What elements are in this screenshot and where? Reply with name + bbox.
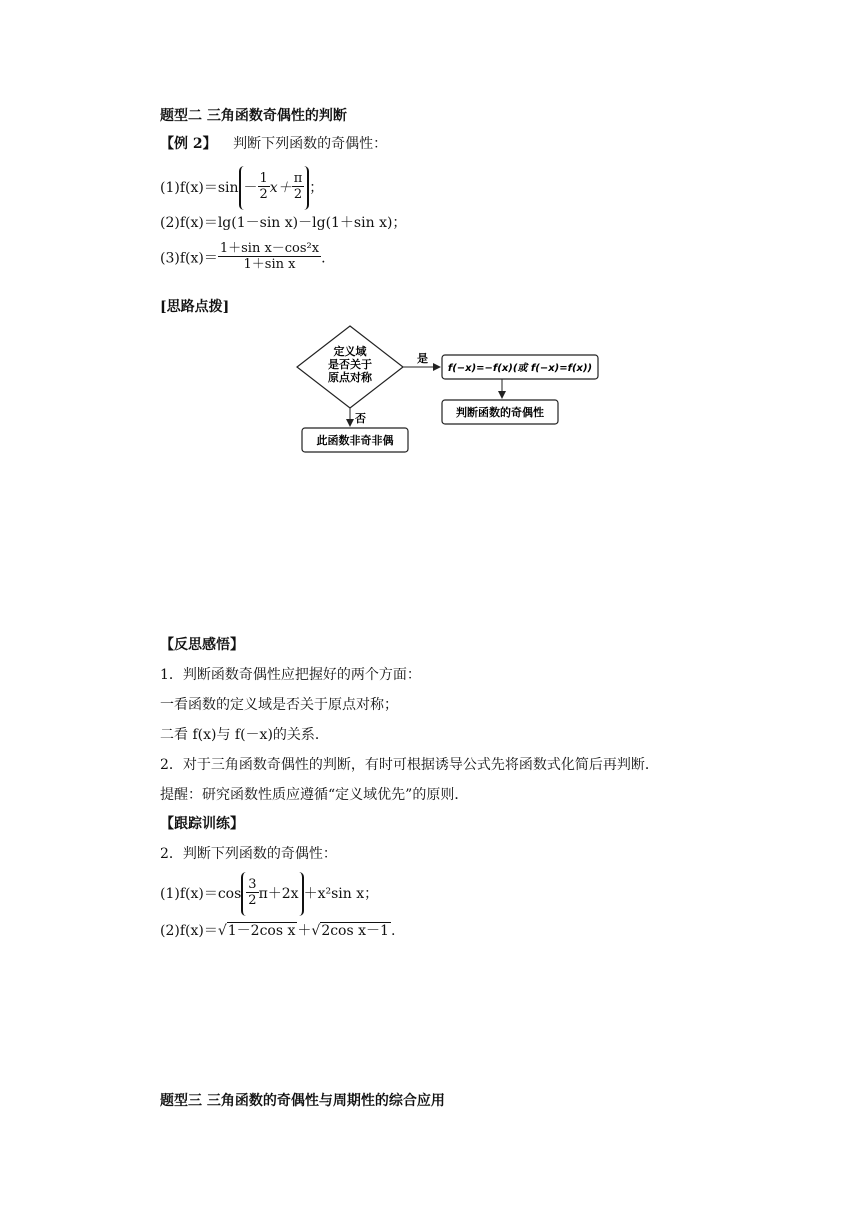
item-1 [160, 166, 323, 210]
item-1-frac-num: 1 [259, 170, 268, 186]
sqrt-sign-1: √ [217, 923, 227, 939]
item-1-paren [239, 166, 310, 210]
practice-2-prefix: (2)f(x)＝ [160, 923, 218, 939]
neither-text: 此函数非奇非偶 [316, 434, 394, 447]
item-1-minus: － [243, 180, 258, 196]
item-1-prefix: (1)f(x)＝sin [160, 180, 239, 196]
example-line [160, 133, 387, 153]
item-3-suffix: . [321, 250, 326, 267]
practice-line-1: 2．判断下列函数的奇偶性： [160, 846, 337, 862]
diamond-line-1: 定义域 [333, 345, 367, 358]
item-1-suffix: ； [309, 180, 324, 196]
item-3-den: 1＋sin x [243, 257, 296, 272]
reflection-line-5: 提醒：研究函数性质应遵循“定义域优先”的原则． [160, 787, 469, 803]
section-title: 题型二 三角函数奇偶性的判断 [160, 108, 347, 124]
practice-1-prefix: (1)f(x)＝cos [160, 886, 242, 902]
practice-1-inner: π＋2x [258, 886, 299, 902]
practice-2-root-1: 1－2cos x [227, 923, 296, 939]
no-label: 否 [355, 412, 366, 425]
hint-label: [思路点拨] [160, 299, 230, 315]
item-2: (2)f(x)＝lg(1－sin x)－lg(1＋sin x)； [160, 215, 407, 231]
practice-1-suffix: ＋x²sin x； [303, 886, 379, 902]
practice-2-suffix: . [390, 923, 396, 939]
item-1-x: x＋ [269, 180, 292, 196]
yes-label: 是 [417, 352, 428, 365]
sqrt-sign-2: √ [311, 923, 321, 939]
reflection-line-2: 一看函数的定义域是否关于原点对称； [160, 697, 398, 713]
reflection-line-3: 二看 f(x)与 f(－x)的关系． [160, 727, 329, 743]
judge-text: 判断函数的奇偶性 [456, 406, 544, 419]
condition-text: f(−x)=−f(x)(或 f(−x)=f(x)) [447, 363, 593, 374]
practice-1-frac-num: 3 [248, 876, 257, 892]
section-3-title: 题型三 三角函数的奇偶性与周期性的综合应用 [160, 1093, 445, 1109]
practice-item-2 [160, 920, 395, 940]
item-3-prefix: (3)f(x)＝ [160, 250, 218, 267]
reflection-line-4: 2．对于三角函数奇偶性的判断，有时可根据诱导公式先将函数式化简后再判断． [160, 757, 659, 773]
item-3 [160, 243, 326, 274]
example-text: 判断下列函数的奇偶性： [233, 136, 388, 152]
example-label: 【例 2】 [160, 136, 217, 152]
item-3-frac [218, 241, 321, 272]
practice-1-frac-den: 2 [248, 892, 257, 908]
practice-title: 【跟踪训练】 [160, 816, 244, 832]
item-3-num: 1＋sin x－cos²x [219, 241, 320, 256]
practice-2-plus: ＋ [297, 923, 312, 939]
flowchart [290, 322, 610, 458]
practice-1-paren [241, 872, 303, 916]
practice-1-frac [246, 877, 258, 908]
reflection-line-1: 1．判断函数奇偶性应把握好的两个方面： [160, 667, 421, 683]
reflection-title: 【反思感悟】 [160, 637, 244, 653]
item-1-frac [258, 171, 270, 202]
practice-item-1 [160, 872, 378, 916]
diamond-line-2: 是否关于 [328, 358, 372, 371]
item-1-frac2-num: π [293, 170, 303, 186]
diamond-line-3: 原点对称 [328, 371, 372, 384]
item-1-frac-den: 2 [259, 186, 268, 202]
item-1-frac2-den: 2 [293, 186, 303, 202]
item-1-frac2 [292, 171, 305, 202]
practice-2-root-2: 2cos x－1 [321, 923, 389, 939]
